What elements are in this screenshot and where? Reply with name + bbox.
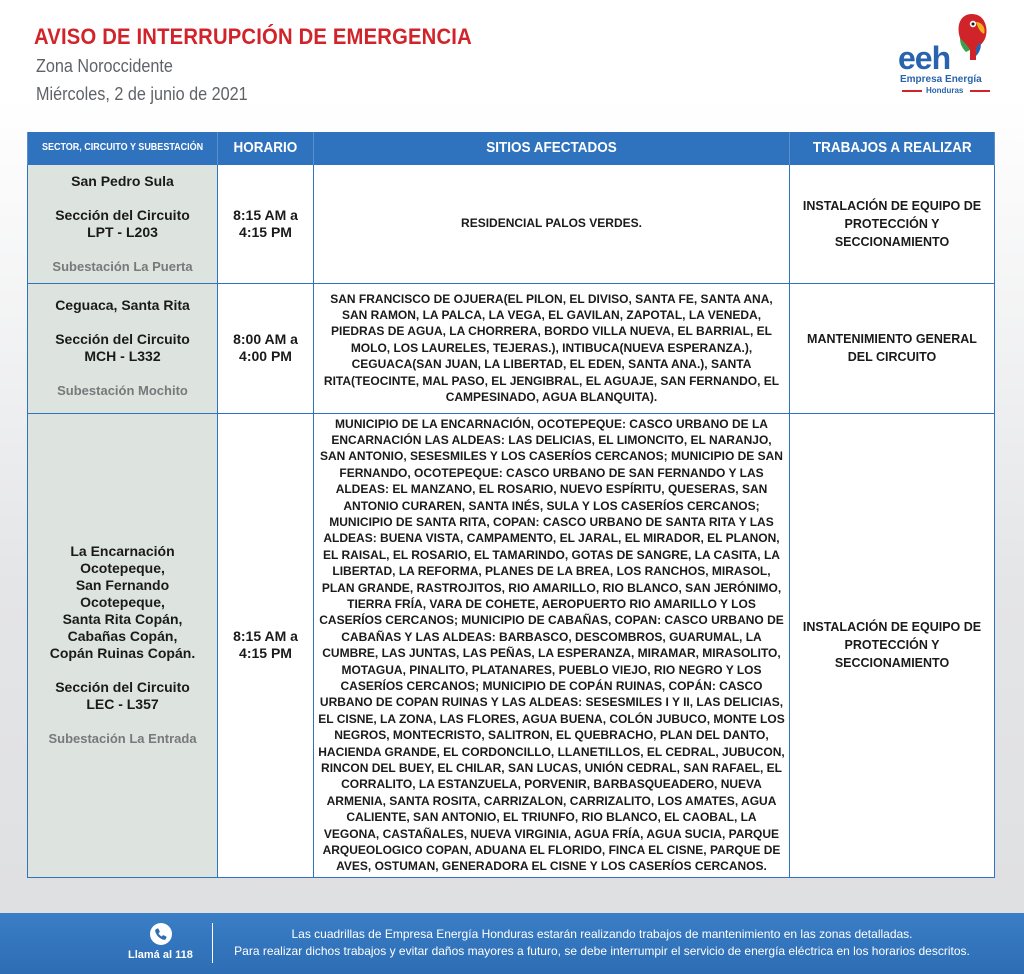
table-header-row [28,132,995,164]
substation-name: Subestación La Entrada [48,731,197,747]
header-trabajos: TRABAJOS A REALIZAR [790,132,995,164]
circuit-label: Sección del Circuito [55,331,190,347]
footer-line-1: Las cuadrillas de Empresa Energía Honduras estarán realizando trabajos de mantenimiento en las zonas detalladas. [291,927,913,941]
header-sitios: SITIOS AFECTADOS [314,132,790,164]
schedule-cell [218,164,314,283]
schedule-end: 4:00 PM [239,348,292,364]
sector-location: San Pedro Sula [71,172,174,189]
sector-location: San Fernando Ocotepeque, [75,577,170,611]
sector-location: Cabañas Copán, [67,628,178,645]
call-label: Llamá al 118 [128,949,193,961]
footer-message [222,926,982,960]
table-row [28,164,995,283]
eeh-logo [896,12,998,104]
table-row [28,283,995,413]
schedule-start: 8:00 AM a [233,331,298,347]
schedule-end: 4:15 PM [239,223,292,240]
sector-location: Ceguaca, Santa Rita [55,297,190,313]
footer-bar [0,913,1024,974]
circuit-code: LPT - L203 [87,223,158,240]
affected-sites-cell: SAN FRANCISCO DE OJUERA(EL PILON, EL DIVISO, SANTA FE, SANTA ANA, SAN RAMON, LA PALCA, LA VEGA, EL GAVILAN, ZAPOTAL, LA VENEDA, PIEDRAS DE AGUA, LA CHORRERA, BORDO VILLA NUEVA, EL BARRIAL, EL MOLO, LOS LAURELES, TEJERAS.), INTIBUCA(NUEVA ESPERANZA.), CEGUACA(SAN JUAN, LA LIBERTAD, EL EDEN, SANTA ANA.), SANTA RITA(TEOCINTE, MAL PASO, EL JENGIBRAL, EL AGUAJE, SAN FERNANDO, EL CAMPESINADO, AGUA BLANQUITA). [314,283,790,413]
date-subtitle: Miércoles, 2 de junio de 2021 [36,84,248,104]
phone-icon[interactable] [150,923,172,945]
footer-line-2: Para realizar dichos trabajos y evitar daños mayores a futuro, se debe interrumpir el servicio de energía eléctrica en los horarios descritos. [234,944,970,958]
sector-cell [28,164,218,283]
parrot-logo-icon [952,12,992,62]
logo-company-name: Empresa Energía [900,74,982,85]
schedule-start: 8:15 AM a [233,206,298,223]
logo-line-right [970,90,990,92]
circuit-code: MCH - L332 [84,348,161,364]
schedule-cell [218,283,314,413]
schedule-start: 8:15 AM a [233,628,298,645]
substation-name: Subestación La Puerta [52,258,193,274]
page-title: AVISO DE INTERRUPCIÓN DE EMERGENCIA [34,24,472,49]
zone-subtitle: Zona Noroccidente [36,56,173,76]
sector-location: La Encarnación [70,543,175,560]
schedule-cell [218,413,314,877]
circuit-code: LEC - L357 [86,696,159,713]
logo-line-left [902,90,922,92]
outage-table [27,132,995,878]
schedule-end: 4:15 PM [239,645,292,662]
footer-divider [212,923,213,963]
work-description-cell: INSTALACIÓN DE EQUIPO DE PROTECCIÓN Y SECCIONAMIENTO [790,164,995,283]
affected-sites-cell: MUNICIPIO DE LA ENCARNACIÓN, OCOTEPEQUE: CASCO URBANO DE LA ENCARNACIÓN LAS ALDEAS: LAS DELICIAS, EL LIMONCITO, EL NARANJO, SAN ANTONIO, SESESMILES Y LOS CASERÍOS CERCANOS; MUNICIPIO DE SAN FERNANDO, OCOTEPEQUE: CASCO URBANO DE SAN FERNANDO Y LAS ALDEAS: EL MANZANO, EL ROSARIO, NUEVO ESPÍRITU, QUESERAS, SAN ANTONIO CURAREN, SANTA INÉS, SULA Y LOS CASERÍOS CERCANOS; MUNICIPIO DE SANTA RITA, COPAN: CASCO URBANO DE SANTA RITA Y LAS ALDEAS: BUENA VISTA, CAMPAMENTO, EL JARAL, EL MIRADOR, EL PLANON, EL RAISAL, EL ROSARIO, EL TAMARINDO, GOTAS DE SANGRE, LA CASITA, LA LIBERTAD, LA REFORMA, PLANES DE LA BREA, LOS RANCHOS, MIRASOL, PLAN GRANDE, RASTROJITOS, RIO AMARILLO, RIO BLANCO, SAN JERÓNIMO, TIERRA FRÍA, VARA DE COHETE, AEROPUERTO RIO AMARILLO Y LOS CASERÍOS CERCANOS; MUNICIPIO DE CABAÑAS, COPAN: CASCO URBANO DE CABAÑAS Y LAS ALDEAS: BARBASCO, DESCOMBROS, GUARUMAL, LA CUMBRE, LAS JUNTAS, LAS PEÑAS, LA ESPERANZA, MIRAMAR, MIRASOLITO, MOTAGUA, PINALITO, PLATANARES, PUEBLO VIEJO, RIO NEGRO Y LOS CASERÍOS CERCANOS; MUNICIPIO DE COPÁN RUINAS, COPÁN: CASCO URBANO DE COPAN RUINAS Y LAS ALDEAS: SESESMILES I Y II, LAS DELICIAS, EL CISNE, LA ZONA, LAS FLORES, AGUA BUENA, COLÓN JUBUCO, MONTE LOS NEGROS, MONTECRISTO, SALITRON, EL QUEBRACHO, PLAN DEL DANTO, HACIENDA GRANDE, EL CORDONCILLO, LLANETILLOS, EL CEDRAL, JUBUCON, RINCON DEL BUEY, EL CHILAR, SAN LUCAS, UNIÓN CEDRAL, SAN RAFAEL, EL CORRALITO, LA ESTANZUELA, PORVENIR, BARBASQUEADERO, NUEVA ARMENIA, SANTA ROSITA, CARRIZALON, CARRIZALITO, LOS AMATES, AGUA CALIENTE, SAN ANTONIO, EL TRIUNFO, RIO BLANCO, EL CAOBAL, LA VEGONA, CASTAÑALES, NUEVA VIRGINIA, AGUA FRÍA, AGUA SUCIA, PARQUE ARQUEOLOGICO COPAN, ADUANA EL FLORIDO, FINCA EL CISNE, PARQUE DE AVES, OSTUMAN, GENERADORA EL CISNE Y LOS CASERÍOS CERCANOS. [314,413,790,877]
header-horario: HORARIO [218,132,314,164]
table-row [28,413,995,877]
sector-location: Copán Ruinas Copán. [49,645,196,662]
affected-sites-cell: RESIDENCIAL PALOS VERDES. [314,164,790,283]
circuit-label: Sección del Circuito [55,679,190,696]
header-sector: SECTOR, CIRCUITO Y SUBESTACIÓN [28,132,218,164]
work-description-cell: INSTALACIÓN DE EQUIPO DE PROTECCIÓN Y SECCIONAMIENTO [790,413,995,877]
logo-wordmark: eeh [898,40,951,76]
sector-location: Ocotepeque, [80,560,165,577]
circuit-label: Sección del Circuito [55,206,190,223]
sector-location: Santa Rita Copán, [62,611,183,628]
sector-cell [28,283,218,413]
substation-name: Subestación Mochito [57,383,188,398]
logo-country: Honduras [926,86,964,95]
work-description-cell: MANTENIMIENTO GENERAL DEL CIRCUITO [790,283,995,413]
sector-cell [28,413,218,877]
